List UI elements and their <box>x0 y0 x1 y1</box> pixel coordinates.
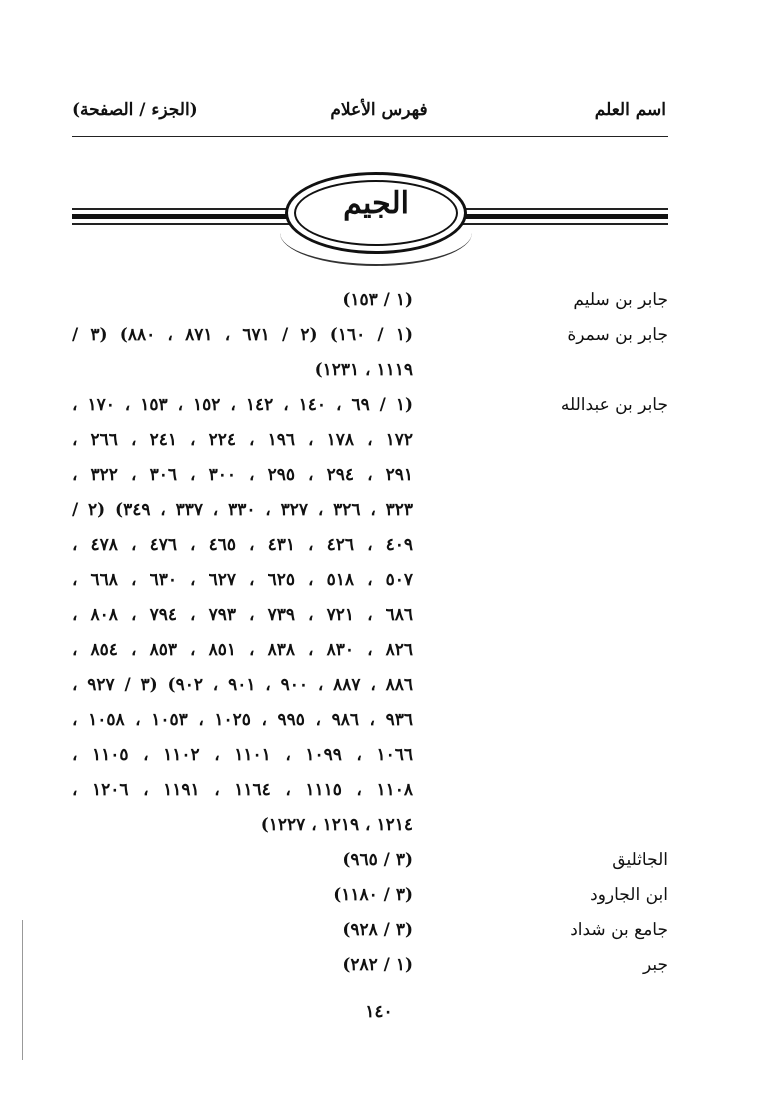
entry-pages-line: ٥٠٧ ، ٥١٨ ، ٦٢٥ ، ٦٢٧ ، ٦٣٠ ، ٦٦٨ ، <box>72 570 414 590</box>
entry-pages-line: ١٧٢ ، ١٧٨ ، ١٩٦ ، ٢٢٤ ، ٢٤١ ، ٢٦٦ ، <box>72 430 414 450</box>
entry-pages-line: ٨٨٦ ، ٨٨٧ ، ٩٠٠ ، ٩٠١ ، ٩٠٢) (٣ / ٩٢٧ ، <box>72 675 414 695</box>
entry-pages-line: ٩٣٦ ، ٩٨٦ ، ٩٩٥ ، ١٠٢٥ ، ١٠٥٣ ، ١٠٥٨ ، <box>72 710 413 730</box>
entry-name: ابن الجارود <box>590 885 668 905</box>
banner-right-thin-line-lower <box>462 223 668 225</box>
header-index-title: فهرس الأعلام <box>330 100 428 120</box>
entry-name: جابر بن سليم <box>573 290 668 310</box>
header-rule <box>72 136 668 137</box>
entry-pages-line: ٢٩١ ، ٢٩٤ ، ٢٩٥ ، ٣٠٠ ، ٣٠٦ ، ٣٢٢ ، <box>72 465 414 485</box>
entry-name: جابر بن سمرة <box>567 325 668 345</box>
entry-pages-line: (٣ / ٩٦٥) <box>342 850 413 870</box>
banner-right-thick-bar <box>464 214 668 219</box>
section-title: الجيم <box>343 186 409 221</box>
header-column-volume-page: (الجزء / الصفحة) <box>72 100 198 120</box>
entry-pages-line: ٨٢٦ ، ٨٣٠ ، ٨٣٨ ، ٨٥١ ، ٨٥٣ ، ٨٥٤ ، <box>72 640 414 660</box>
entry-name: جبر <box>642 955 668 975</box>
entry-pages-line: ١٢١٤ ، ١٢١٩ ، ١٢٢٧) <box>260 815 413 835</box>
banner-right-thin-line <box>462 208 668 210</box>
entry-pages-line: (١ / ١٦٠) (٢ / ٦٧١ ، ٨٧١ ، ٨٨٠) (٣ / <box>72 325 413 345</box>
banner-left-thin-line-lower <box>72 223 292 225</box>
entry-pages-line: ٦٨٦ ، ٧٢١ ، ٧٣٩ ، ٧٩٣ ، ٧٩٤ ، ٨٠٨ ، <box>72 605 414 625</box>
entry-pages-line: ١٠٦٦ ، ١٠٩٩ ، ١١٠١ ، ١١٠٢ ، ١١٠٥ ، <box>72 745 413 765</box>
entry-pages-line: (١ / ٦٩ ، ١٤٠ ، ١٤٢ ، ١٥٢ ، ١٥٣ ، ١٧٠ ، <box>72 395 414 415</box>
entry-pages-line: (١ / ٢٨٢) <box>342 955 413 975</box>
entry-pages-line: ١١١٩ ، ١٢٣١) <box>314 360 413 380</box>
banner-left-thick-bar <box>72 214 290 219</box>
entry-pages-line: (٣ / ٩٢٨) <box>342 920 413 940</box>
banner-left-thin-line <box>72 208 292 210</box>
entry-name: الجاثليق <box>612 850 668 870</box>
entry-name: جابر بن عبدالله <box>560 395 668 415</box>
page-number: ١٤٠ <box>365 1002 393 1022</box>
entry-pages-line: ٣٢٣ ، ٣٢٦ ، ٣٢٧ ، ٣٣٠ ، ٣٣٧ ، ٣٤٩) (٢ / <box>72 500 414 520</box>
entry-pages-line: (٣ / ١١٨٠) <box>333 885 413 905</box>
header-column-name: اسم العلم <box>594 100 666 120</box>
entry-pages-line: (١ / ١٥٣) <box>342 290 413 310</box>
entry-name: جامع بن شداد <box>570 920 668 940</box>
entry-pages-line: ٤٠٩ ، ٤٢٦ ، ٤٣١ ، ٤٦٥ ، ٤٧٦ ، ٤٧٨ ، <box>72 535 414 555</box>
scan-margin-mark <box>22 920 23 1060</box>
entry-pages-line: ١١٠٨ ، ١١١٥ ، ١١٦٤ ، ١١٩١ ، ١٢٠٦ ، <box>72 780 413 800</box>
